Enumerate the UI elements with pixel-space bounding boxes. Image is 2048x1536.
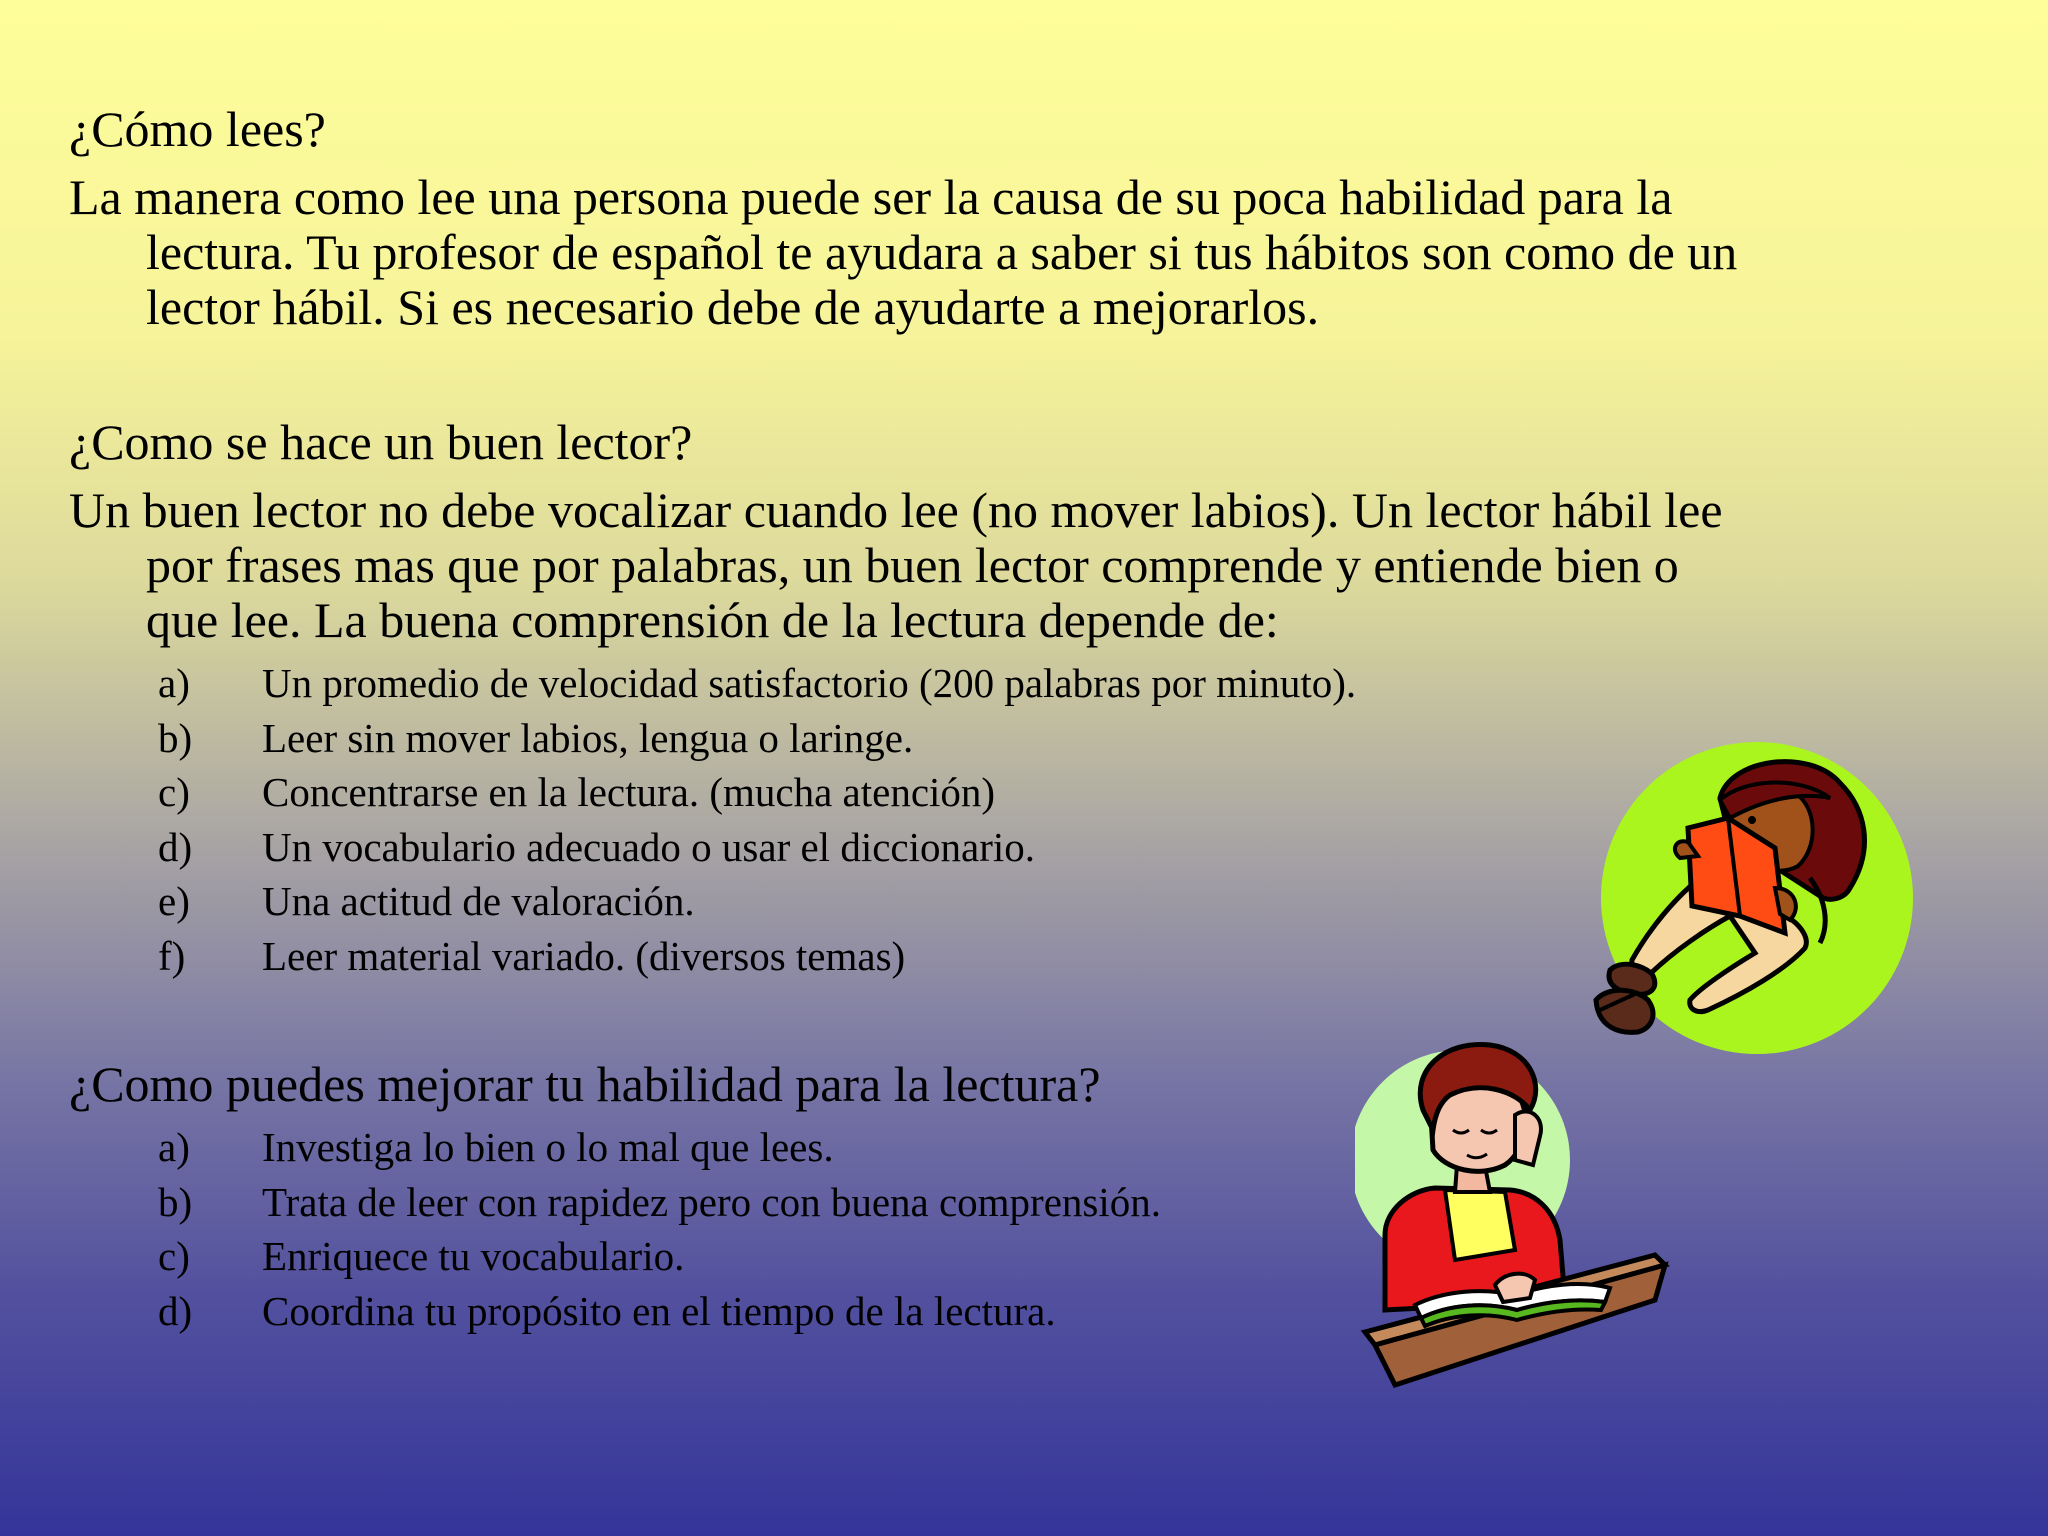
- girl-reading-book-icon: [1580, 738, 1920, 1058]
- paragraph-line: lector hábil. Si es necesario debe de ayudarte a mejorarlos.: [146, 279, 1320, 335]
- paragraph-line: lectura. Tu profesor de español te ayudara a saber si tus hábitos son como de un: [146, 224, 1738, 280]
- list-item-text: Trata de leer con rapidez pero con buena comprensión.: [262, 1178, 1161, 1225]
- list-item: [158, 929, 1356, 984]
- list-item-text: Concentrarse en la lectura. (mucha atención): [262, 769, 996, 815]
- list-item-text: Un promedio de velocidad satisfactorio (200 palabras por minuto).: [262, 660, 1357, 706]
- list-item: [158, 1229, 1161, 1284]
- list-marker: c): [158, 769, 190, 815]
- comprension-list: [158, 656, 1356, 983]
- list-item: [158, 1175, 1161, 1230]
- list-marker: b): [158, 1178, 193, 1225]
- list-marker: c): [158, 1233, 190, 1279]
- paragraph-line: que lee. La buena comprensión de la lectura depende de:: [146, 592, 1279, 648]
- paragraph-como-lees: [69, 170, 1989, 335]
- boy-reading-at-desk-icon: [1355, 1040, 1675, 1390]
- paragraph-line: La manera como lee una persona puede ser la causa de su poca habilidad para la: [69, 169, 1673, 225]
- list-marker: b): [158, 714, 193, 761]
- list-item-text: Investiga lo bien o lo mal que lees.: [262, 1124, 834, 1170]
- list-marker: f): [158, 932, 186, 979]
- list-item: [158, 874, 1356, 929]
- paragraph-line: Un buen lector no debe vocalizar cuando lee (no mover labios). Un lector hábil lee: [69, 482, 1723, 538]
- paragraph-line: por frases mas que por palabras, un buen lector comprende y entiende bien o: [146, 537, 1679, 593]
- list-item-text: Un vocabulario adecuado o usar el diccionario.: [262, 823, 1035, 870]
- list-marker: d): [158, 823, 193, 870]
- list-item-text: Leer sin mover labios, lengua o laringe.: [262, 714, 914, 761]
- mejorar-list: [158, 1120, 1161, 1338]
- list-item: [158, 711, 1356, 766]
- paragraph-buen-lector: [69, 483, 1989, 648]
- list-item-text: Una actitud de valoración.: [262, 878, 695, 924]
- list-marker: e): [158, 878, 190, 924]
- list-item: [158, 656, 1356, 711]
- list-item: [158, 1120, 1161, 1175]
- list-marker: d): [158, 1287, 193, 1334]
- list-item: [158, 1284, 1161, 1339]
- list-item-text: Enriquece tu vocabulario.: [262, 1233, 685, 1279]
- list-marker: a): [158, 1124, 190, 1170]
- list-item-text: Coordina tu propósito en el tiempo de la lectura.: [262, 1287, 1056, 1334]
- heading-buen-lector: ¿Como se hace un buen lector?: [69, 414, 693, 470]
- heading-mejorar-habilidad: ¿Como puedes mejorar tu habilidad para la lectura?: [69, 1056, 1101, 1112]
- list-item-text: Leer material variado. (diversos temas): [262, 932, 906, 979]
- heading-como-lees: ¿Cómo lees?: [69, 101, 326, 157]
- list-item: [158, 765, 1356, 820]
- list-item: [158, 820, 1356, 875]
- list-marker: a): [158, 660, 190, 706]
